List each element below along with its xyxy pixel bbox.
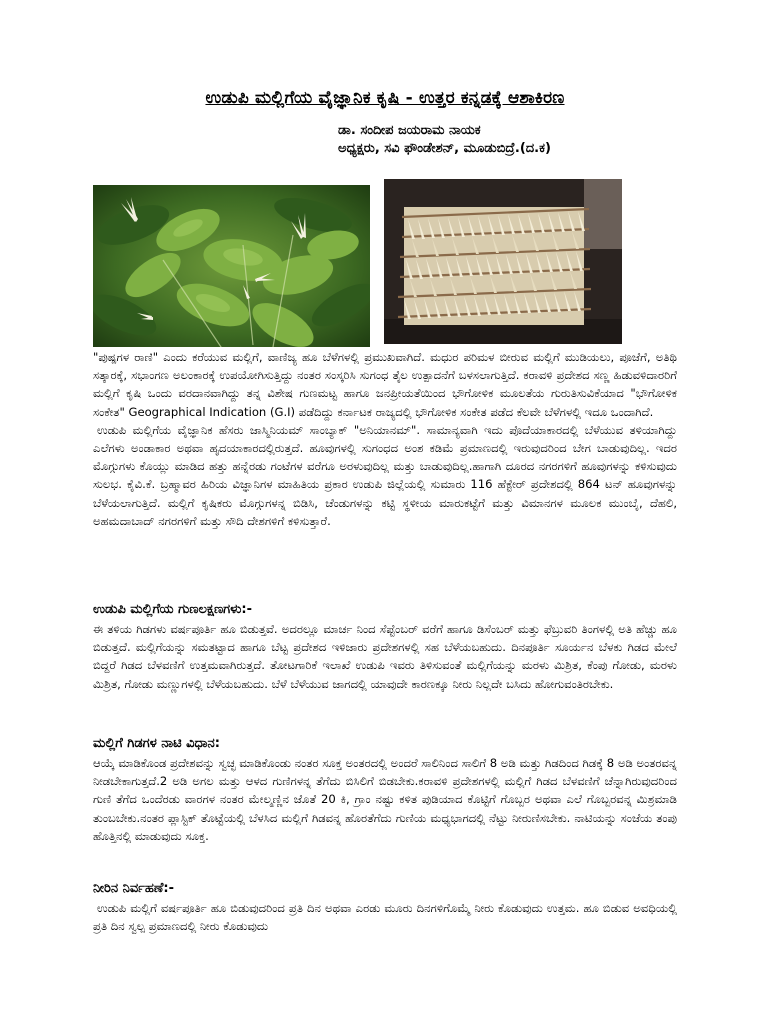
intro-paragraph-2: ಉಡುಪಿ ಮಲ್ಲಿಗೆಯ ವೈಜ್ಞಾನಿಕ ಹೆಸರು ಜಾಸ್ಮಿನಿಯಮ್ ಸಾಂಬ್ಯಾಕ್ "ಅನಿಯಾನಮ್". ಸಾಮಾನ್ಯವಾಗಿ ಇದು ಪೊದೆಯಾಕಾರದಲ್ಲಿ ಬೆಳೆಯುವ ತಳಿಯಾಗಿದ್ದು ಎಲೆಗಳು ಅಂಡಾಕಾರ ಅಥವಾ ಹೃದಯಾಕಾರದಲ್ಲಿರುತ್ತದೆ. ಹೂವುಗಳಲ್ಲಿ ಸುಗಂಧದ ಅಂಶ ಕಡಿಮೆ ಪ್ರಮಾಣದಲ್ಲಿ ಇರುವುದರಿಂದ ಬೇಗ ಬಾಡುವುದಿಲ್ಲ. ಇದರ ಮೊಗ್ಗುಗಳು ಕೊಯ್ಲು ಮಾಡಿದ ಹತ್ತು ಹನ್ನೆರಡು ಗಂಟೆಗಳ ವರೆಗೂ ಅರಳುವುದಿಲ್ಲ ಮತ್ತು ಬಾಡುವುದಿಲ್ಲ.ಹಾಗಾಗಿ ದೂರದ ನಗರಗಳಿಗೆ ಹೂವುಗಳನ್ನು ಕಳಿಸುವುದು ಸುಲಭ. ಕೈವಿ.ಕೆ. ಬ್ರಹ್ಮಾವರ ಹಿರಿಯ ವಿಜ್ಞಾನಿಗಳ ಮಾಹಿತಿಯ ಪ್ರಕಾರ ಉಡುಪಿ ಜಿಲ್ಲೆಯಲ್ಲಿ ಸುಮಾರು 116 ಹೆಕ್ಟೇರ್ ಪ್ರದೇಶದಲ್ಲಿ 864 ಟನ್ ಹೂವುಗಳನ್ನು ಬೆಳೆಯಲಾಗುತ್ತಿದೆ. ಮಲ್ಲಿಗೆ ಕೃಷಿಕರು ಮೊಗ್ಗುಗಳನ್ನ ಬಿಡಿಸಿ, ಚೆಂಡುಗಳನ್ನು ಕಟ್ಟಿ ಸ್ಥಳೀಯ ಮಾರುಕಟ್ಟೆಗೆ ಮತ್ತು ವಿಮಾನಗಳ ಮೂಲಕ ಮುಂಬೈ, ದೆಹಲಿ, ಅಹಮದಾಬಾದ್ ನಗರಗಳಿಗೆ ಮತ್ತು ಸೌದಿ ದೇಶಗಳಿಗೆ ಕಳಿಸುತ್ತಾರೆ. [93, 422, 677, 528]
irrigation-paragraph: ಉಡುಪಿ ಮಲ್ಲಿಗೆ ವರ್ಷಪೂರ್ತಿ ಹೂ ಬಿಡುವುದರಿಂದ ಪ್ರತಿ ದಿನ ಅಥವಾ ಎರಡು ಮೂರು ದಿನಗಳಿಗೊಮ್ಮೆ ನೀರು ಕೊಡುವುದು ಉತ್ತಮ. ಹೂ ಬಿಡುವ ಅವಧಿಯಲ್ಲಿ ಪ್ರತಿ ದಿನ ಸ್ವಲ್ಪ ಪ್ರಮಾಣದಲ್ಲಿ ನೀರು ಕೊಡುವುದು [93, 901, 677, 934]
author-block [338, 122, 551, 158]
planting-paragraph: ಆಯ್ಕೆ ಮಾಡಿಕೊಂಡ ಪ್ರದೇಶವನ್ನು ಸ್ವಚ್ಛ ಮಾಡಿಕೊಂಡು ನಂತರ ಸೂಕ್ತ ಅಂತರದಲ್ಲಿ ಅಂದರೆ ಸಾಲಿನಿಂದ ಸಾಲಿಗೆ 8 ಅಡಿ ಮತ್ತು ಗಿಡದಿಂದ ಗಿಡಕ್ಕೆ 8 ಅಡಿ ಅಂತರವನ್ನ ನೀಡಬೇಕಾಗುತ್ತದೆ.2 ಅಡಿ ಅಗಲ ಮತ್ತು ಆಳದ ಗುಣಿಗಳನ್ನ ತೆಗೆದು ಬಿಸಿಲಿಗೆ ಬಿಡಬೇಕು.ಕರಾವಳಿ ಪ್ರದೇಶಗಳಲ್ಲಿ ಮಲ್ಲಿಗೆ ಗಿಡದ ಬೆಳವಣಿಗೆ ಚೆನ್ನಾಗಿರುವುದರಿಂದ ಗುಣಿ ತೆಗೆದ ಒಂದೆರಡು ವಾರಗಳ ನಂತರ ಮೇಲ್ಮಣ್ಣಿನ ಜೊತೆ 20 ಕಿ, ಗ್ರಾಂ ನಷ್ಟು ಕಳಿತ ಪುಡಿಯಾದ ಕೊಟ್ಟಿಗೆ ಗೊಬ್ಬರ ಅಥವಾ ಎಲೆ ಗೊಬ್ಬರವನ್ನ ಮಿಶ್ರಮಾಡಿ ತುಂಬಬೇಕು.ನಂತರ ಪ್ಲಾಸ್ಟಿಕ್ ತೊಟ್ಟೆಯಲ್ಲಿ ಬೆಳಸಿದ ಮಲ್ಲಿಗೆ ಗಿಡವನ್ನ ಹೊರತೆಗೆದು ಗುಣಿಯ ಮಧ್ಯಭಾಗದಲ್ಲಿ ನೆಟ್ಟು ನೀರುಣಿಸಬೇಕು. ನಾಟಿಯನ್ನು ಸಂಜೆಯ ತಂಪು ಹೊತ್ತಿನಲ್ಲಿ ಮಾಡುವುದು ಸೂಕ್ತ. [93, 756, 677, 843]
section-heading-planting: ಮಲ್ಲಿಗೆ ಗಿಡಗಳ ನಾಟಿ ವಿಧಾನ: [93, 736, 220, 751]
author-affiliation: ಅಧ್ಯಕ್ಷರು, ಸವಿ ಫೌಂಡೇಶನ್, ಮೂಡುಬಿದ್ರೆ.(ದ.ಕ) [338, 141, 551, 156]
section-heading-characteristics: ಉಡುಪಿ ಮಲ್ಲಿಗೆಯ ಗುಣಲಕ್ಷಣಗಳು:- [93, 602, 252, 617]
characteristics-paragraph: ಈ ತಳಿಯ ಗಿಡಗಳು ವರ್ಷಪೂರ್ತಿ ಹೂ ಬಿಡುತ್ತವೆ. ಅದರಲ್ಲೂ ಮಾರ್ಚ ನಿಂದ ಸೆಪ್ಟೆಂಬರ್ ವರೆಗೆ ಹಾಗೂ ಡಿಸೆಂಬರ್ ಮತ್ತು ಫೆಬ್ರುವರಿ ತಿಂಗಳಲ್ಲಿ ಅತಿ ಹೆಚ್ಚು ಹೂ ಬಿಡುತ್ತದೆ. ಮಲ್ಲಿಗೆಯನ್ನು ಸಮತಟ್ಟಾದ ಹಾಗೂ ಬೆಟ್ಟ ಪ್ರದೇಶದ ಇಳಿಜಾರು ಪ್ರದೇಶಗಳಲ್ಲಿ ಸಹ ಬೆಳೆಯಬಹುದು. ದಿನಪೂರ್ತಿ ಸೂರ್ಯನ ಬೆಳಕು ಗಿಡದ ಮೇಲೆ ಬಿದ್ದರೆ ಗಿಡದ ಬೆಳವಣಿಗೆ ಉತ್ತಮವಾಗಿರುತ್ತದೆ. ತೋಟಗಾರಿಕೆ ಇಲಾಖೆ ಉಡುಪಿ ಇವರು ತಿಳಿಸುವಂತೆ ಮಲ್ಲಿಗೆಯನ್ನು ಮರಳು ಮಿಶ್ರಿತ, ಕೆಂಪು ಗೋಡು, ಮರಳು ಮಿಶ್ರಿತ, ಗೋಡು ಮಣ್ಣುಗಳಲ್ಲಿ ಬೆಳೆಯಬಹುದು. ಬೆಳೆ ಬೆಳೆಯುವ ಜಾಗದಲ್ಲಿ ಯಾವುದೇ ಕಾರಣಕ್ಕೂ ನೀರು ನಿಲ್ಲದೇ ಬಸಿದು ಹೋಗುವಂತಿರಬೇಕು. [93, 622, 677, 691]
section-heading-irrigation: ನೀರಿನ ನಿರ್ವಹಣೆ:- [93, 881, 174, 896]
author-name: ಡಾ. ಸಂದೀಪ ಜಯರಾಮ ನಾಯಕ [338, 123, 481, 138]
jasmine-plant-photo [93, 185, 370, 347]
intro-paragraph-1: "ಪುಷ್ಪಗಳ ರಾಣಿ" ಎಂದು ಕರೆಯುವ ಮಲ್ಲಿಗೆ, ವಾಣಿಜ್ಯ ಹೂ ಬೆಳೆಗಳಲ್ಲಿ ಪ್ರಮುಖವಾಗಿದೆ. ಮಧುರ ಪರಿಮಳ ಬೀರುವ ಮಲ್ಲಿಗೆ ಮುಡಿಯಲು, ಪೂಜೆಗೆ, ಅತಿಥಿ ಸತ್ಕಾರಕ್ಕೆ, ಸಭಾಂಗಣ ಅಲಂಕಾರಕ್ಕೆ ಉಪಯೋಗಿಸುತ್ತಿದ್ದು ನಂತರ ಸಂಸ್ಕರಿಸಿ ಸುಗಂಧ ತೈಲ ಉತ್ಪಾದನೆಗೆ ಬಳಸಲಾಗುತ್ತಿದೆ. ಕರಾವಳಿ ಪ್ರದೇಶದ ಸಣ್ಣ ಹಿಡುವಳಿದಾರರಿಗೆ ಮಲ್ಲಿಗೆ ಕೃಷಿ ಒಂದು ವರದಾನವಾಗಿದ್ದು ತನ್ನ ವಿಶೇಷ ಗುಣಮಟ್ಟ ಹಾಗೂ ಜನಪ್ರೀಯತೆಯಿಂದ ಭೌಗೋಳಿಕ ಮೂಲತೆಯ ಗುರುತಿಸುವಿಕೆಯಾದ "ಭೌಗೋಳಿಕ ಸಂಕೇತ" Geographical Indication (G.I) ಪಡೆದಿದ್ದು ಕರ್ನಾಟಕ ರಾಜ್ಯದಲ್ಲಿ ಭೌಗೋಳಿಕ ಸಂಕೇತ ಪಡೆದ ಕೆಲವೇ ಬೆಳೆಗಳಲ್ಲಿ ಇದೂ ಒಂದಾಗಿದೆ. [93, 350, 677, 419]
jasmine-bud-strings-photo [384, 179, 622, 344]
intro-text [93, 348, 677, 530]
page-title: ಉಡುಪಿ ಮಲ್ಲಿಗೆಯ ವೈಜ್ಞಾನಿಕ ಕೃಷಿ - ಉತ್ತರ ಕನ್ನಡಕ್ಕೆ ಆಶಾಕಿರಣ [205, 88, 565, 108]
